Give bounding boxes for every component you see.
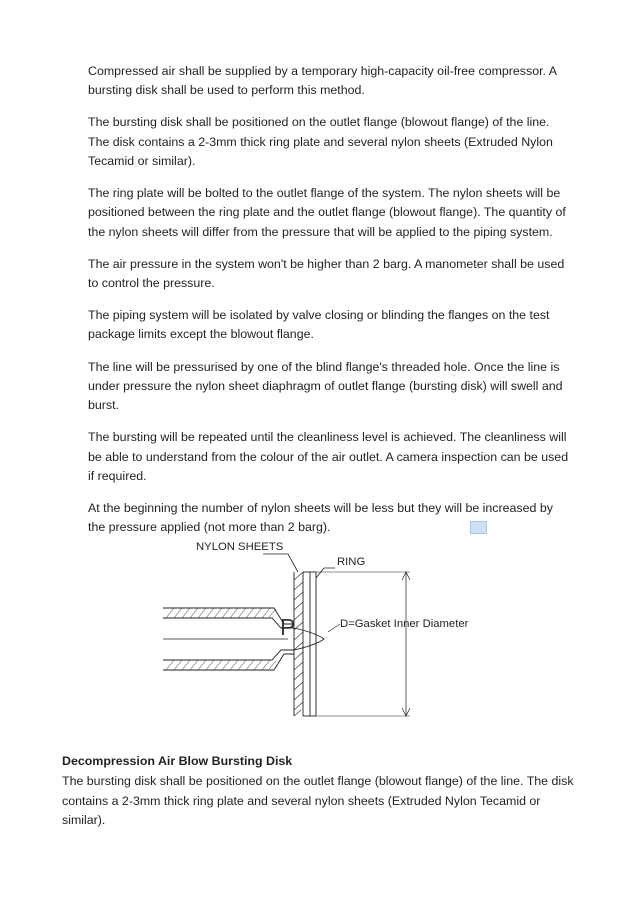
figure-label-diameter: D=Gasket Inner Diameter: [340, 618, 469, 630]
paragraph: The piping system will be isolated by valve closing or blinding the flanges on the test package limits except the blowout flange.: [88, 308, 550, 342]
paragraph: The line will be pressurised by one of the blind flange's threaded hole. Once the line is under pressure the nylon sheet diaphragm of outlet flange (bursting disk) will swell and burst.: [88, 359, 563, 413]
document-body: [88, 62, 573, 550]
bursting-disk-figure: [88, 528, 558, 738]
paragraph: The air pressure in the system won't be higher than 2 barg. A manometer shall be used to control the pressure.: [88, 256, 565, 290]
paragraph: Compressed air shall be supplied by a temporary high-capacity oil-free compressor. A bursting disk shall be used to perform this method.: [88, 64, 557, 98]
paragraph: At the beginning the number of nylon sheets will be less but they will be increased by the pressure applied (not more than 2 barg).: [88, 500, 553, 535]
paragraph: The bursting disk shall be positioned on the outlet flange (blowout flange) of the line. The disk contains a 2-3mm thick ring plate and several nylon sheets (Extruded Nylon Tecamid or similar).: [88, 115, 553, 168]
figure-label-nylon-sheets: NYLON SHEETS: [196, 541, 284, 553]
figure-label-ring: RING: [337, 556, 366, 568]
paragraph: The ring plate will be bolted to the outlet flange of the system. The nylon sheets will be positioned between the ring plate and the outlet flange (blowout flange). The quantity of the nylon sheets will differ from the pressure that will be applied to the piping system.: [88, 186, 566, 239]
figure-drawing: [88, 528, 558, 738]
footer-heading: Decompression Air Blow Bursting Disk: [62, 754, 293, 768]
footer-section: [62, 752, 577, 831]
figure-pressure-symbol: P: [280, 614, 296, 640]
paragraph: The bursting will be repeated until the cleanliness level is achieved. The cleanliness will be able to understand from the colour of the air outlet. A camera inspection can be used if required.: [88, 430, 569, 483]
footer-text: The bursting disk shall be positioned on the outlet flange (blowout flange) of the line. The disk contains a 2-3mm thick ring plate and several nylon sheets (Extruded Nylon Tecamid or similar).: [62, 774, 574, 828]
